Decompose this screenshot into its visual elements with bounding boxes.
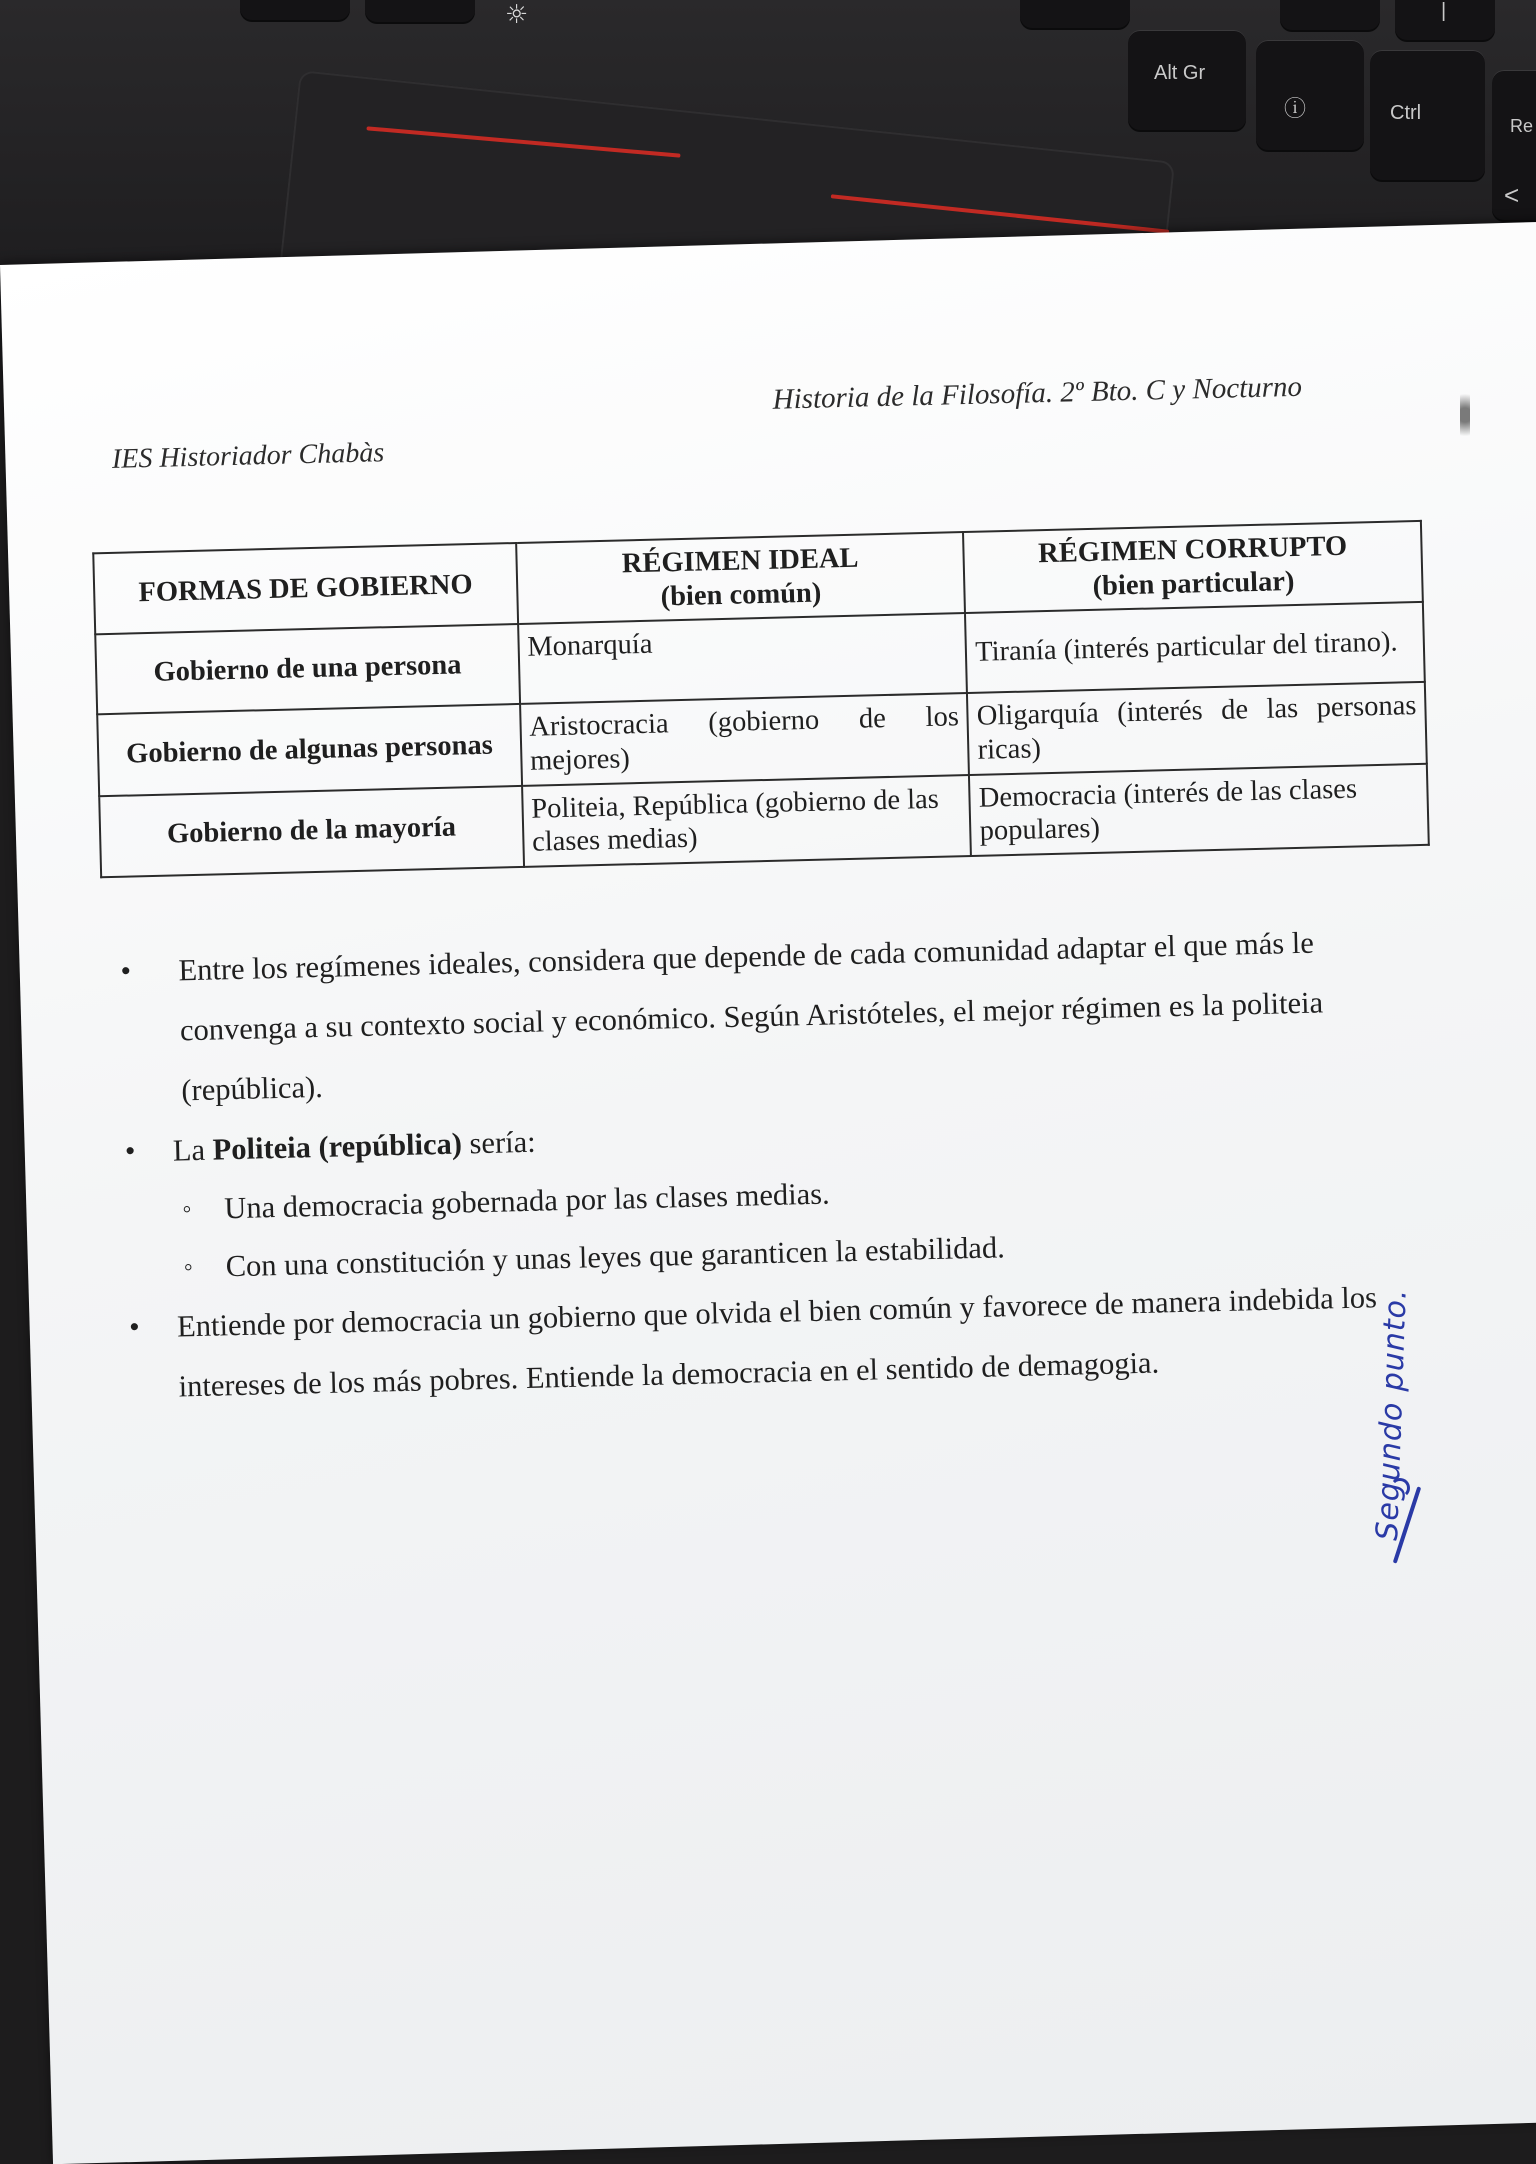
list-item-text: La [172,1132,214,1168]
list-item: • Entiende por democracia un gobierno que olvida el bien común y favorece de manera indebida los intereses de los más pobres. Entiende la democracia en el sentido de demagogia. [176,1266,1447,1417]
list-item-text: sería: [461,1124,537,1161]
row-ideal: Politeia, República (gobierno de las clases medias) [522,775,971,867]
header-corrupt-title: RÉGIMEN CORRUPTO [1037,530,1348,570]
header-ideal [516,532,965,624]
row-ideal: Aristocracia (gobierno de los mejores) [520,693,969,785]
row-form: Gobierno de la mayoría [99,785,524,877]
sub-list-item: ◦ Con una constitución y unas leyes que garanticen la estabilidad. [225,1208,1444,1296]
list-item: • Entre los regímenes ideales, considera que depende de cada comunidad adaptar el que más le convenga a su contexto social y económico. Según Aristóteles, el mejor régimen es la politeia (república). [168,910,1440,1121]
row-ideal: Monarquía [518,613,967,704]
re-label: Re [1510,116,1534,136]
alt-gr-label: Alt Gr [1154,62,1206,84]
header-forms: FORMAS DE GOBIERNO [93,543,518,635]
school-name: IES Historiador Chabàs [111,437,385,475]
bullet-content [106,910,1447,1418]
handwritten-note: Segundo punto. [1370,1287,1414,1542]
row-corrupt: Oligarquía (interés de las personas ricas) [967,682,1427,774]
left-arrow-icon: < [1504,180,1520,210]
sub-list-item: ◦ Una democracia gobernada por las clases medias. [224,1150,1443,1238]
ctrl-label: Ctrl [1390,102,1422,124]
list-item [172,1090,1444,1297]
row-form: Gobierno de una persona [95,624,520,714]
course-title: Historia de la Filosofía. 2º Bto. C y Nocturno [772,370,1303,416]
row-form: Gobierno de algunas personas [97,704,522,796]
list-item-bold: Politeia (república) [212,1126,463,1167]
bar-icon: | [1441,0,1447,22]
bullet-list [106,910,1447,1418]
header-corrupt-sub: (bien particular) [1092,565,1295,602]
header-ideal-sub: (bien común) [660,577,822,613]
header-ideal-title: RÉGIMEN IDEAL [621,542,859,580]
header-corrupt [963,521,1423,613]
row-corrupt: Tiranía (interés particular del tirano). [965,602,1424,693]
info-icon: ⓘ [1284,96,1307,121]
keyboard-backlight-icon: ☼ [505,0,529,30]
forms-of-government-table [92,520,1430,878]
row-corrupt: Democracia (interés de las clases populares) [969,763,1429,855]
